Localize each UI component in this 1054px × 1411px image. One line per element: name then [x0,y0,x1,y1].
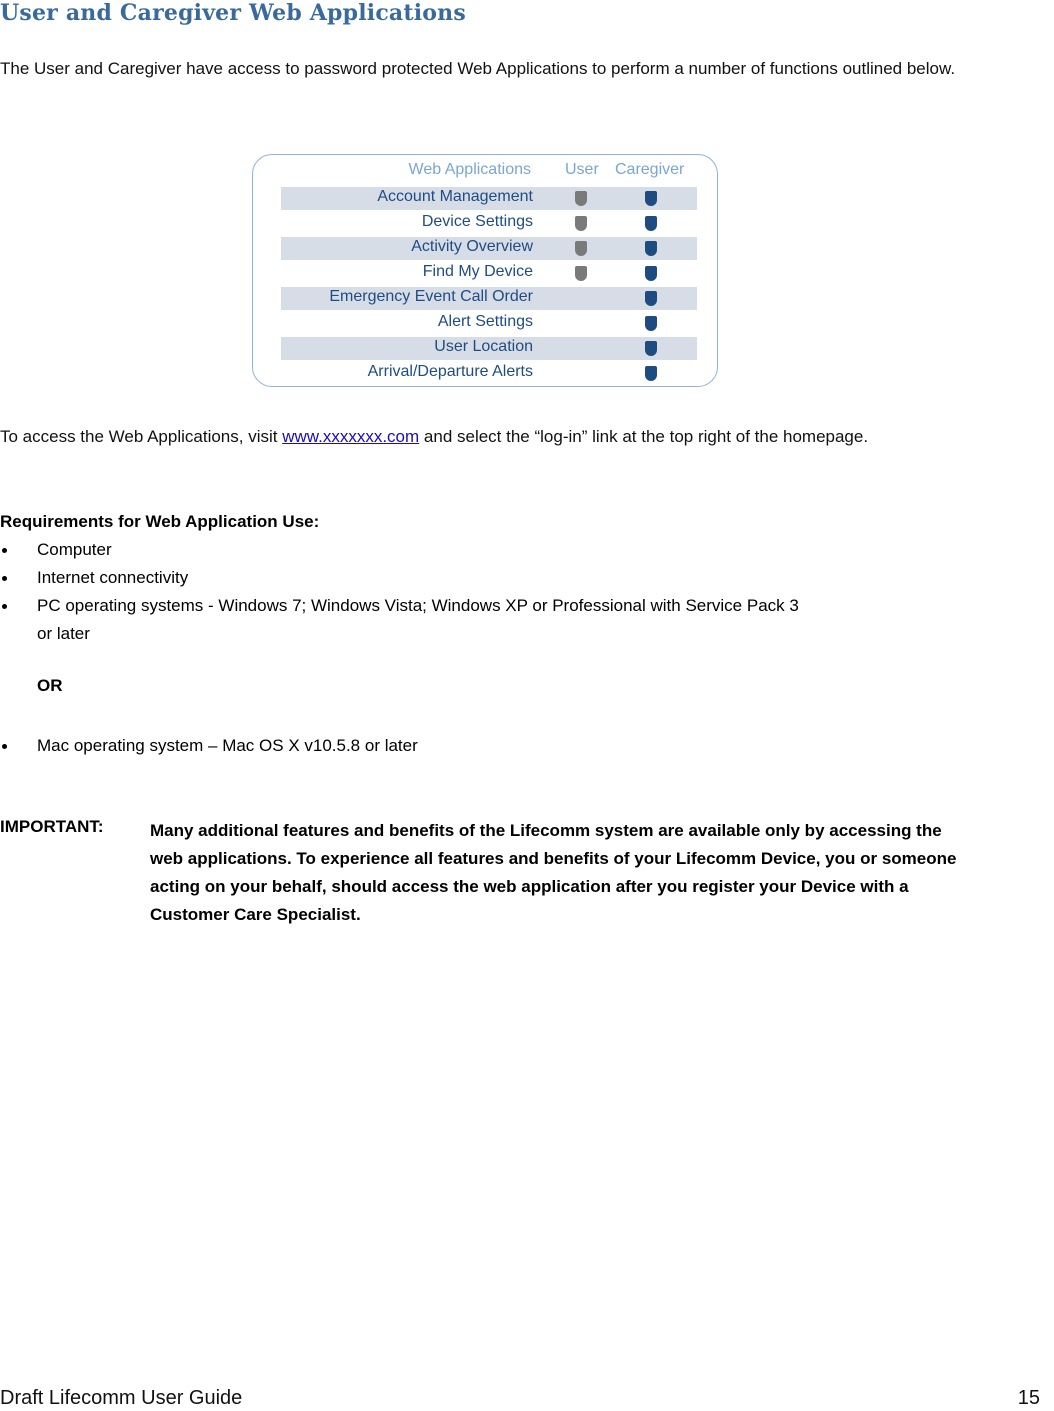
col-header-web-applications: Web Applications [408,161,531,178]
user-access-icon [575,216,587,231]
access-text-before: To access the Web Applications, visit [0,427,283,446]
footer-title: Draft Lifecomm User Guide [0,1387,243,1409]
row-app-name: Emergency Event Call Order [329,288,533,305]
list-item-text: or later [37,624,90,643]
bullet-icon [2,744,7,749]
table-row [281,362,697,385]
row-app-name: Device Settings [421,213,533,230]
page-heading: User and Caregiver Web Applications [0,0,466,26]
caregiver-access-icon [645,291,657,306]
row-app-name: Alert Settings [437,313,533,330]
user-access-icon [575,241,587,256]
col-header-caregiver: Caregiver [615,161,685,178]
caregiver-access-icon [645,216,657,231]
bullet-icon [2,604,7,609]
caregiver-access-icon [645,341,657,356]
row-app-name: Arrival/Departure Alerts [367,363,533,380]
list-item-text: Internet connectivity [37,568,189,587]
table-row [281,287,697,310]
website-link[interactable]: www.xxxxxxx.com [282,427,420,446]
list-item-text: Mac operating system – Mac OS X v10.5.8 or later [37,736,418,755]
row-app-name: User Location [434,338,533,355]
table-header [253,161,717,183]
web-applications-table [252,154,718,387]
caregiver-access-icon [645,316,657,331]
caregiver-access-icon [645,366,657,381]
bullet-icon [2,548,7,553]
col-header-user: User [565,161,599,178]
important-label: IMPORTANT: [0,817,104,836]
caregiver-access-icon [645,191,657,206]
caregiver-access-icon [645,241,657,256]
access-text-after: and select the “log-in” link at the top right of the homepage. [419,427,869,446]
row-app-name: Account Management [377,188,533,205]
page-number: 15 [1017,1387,1040,1409]
table-row [281,237,697,260]
table-row [281,262,697,285]
table-row [281,337,697,360]
row-app-name: Activity Overview [411,238,533,255]
bullet-icon [2,576,7,581]
user-access-icon [575,266,587,281]
list-item-text: Computer [37,540,112,559]
list-item-text: PC operating systems - Windows 7; Windows Vista; Windows XP or Professional with Service Pack 3 [37,596,799,615]
table-row [281,212,697,235]
table-row [281,187,697,210]
requirements-title: Requirements for Web Application Use: [0,512,320,531]
access-paragraph [0,423,990,451]
table-row [281,312,697,335]
user-access-icon [575,191,587,206]
important-text: Many additional features and benefits of the Lifecomm system are available only by accessing the web applications. To experience all features and benefits of your Lifecomm Device, you or someone acting on your behalf, should access the web application after you register your Device with a Customer Care Specialist. [150,821,957,924]
row-app-name: Find My Device [422,263,533,280]
or-separator: OR [37,676,63,695]
caregiver-access-icon [645,266,657,281]
intro-paragraph: The User and Caregiver have access to password protected Web Applications to perform a number of functions outlined below. [0,59,956,78]
